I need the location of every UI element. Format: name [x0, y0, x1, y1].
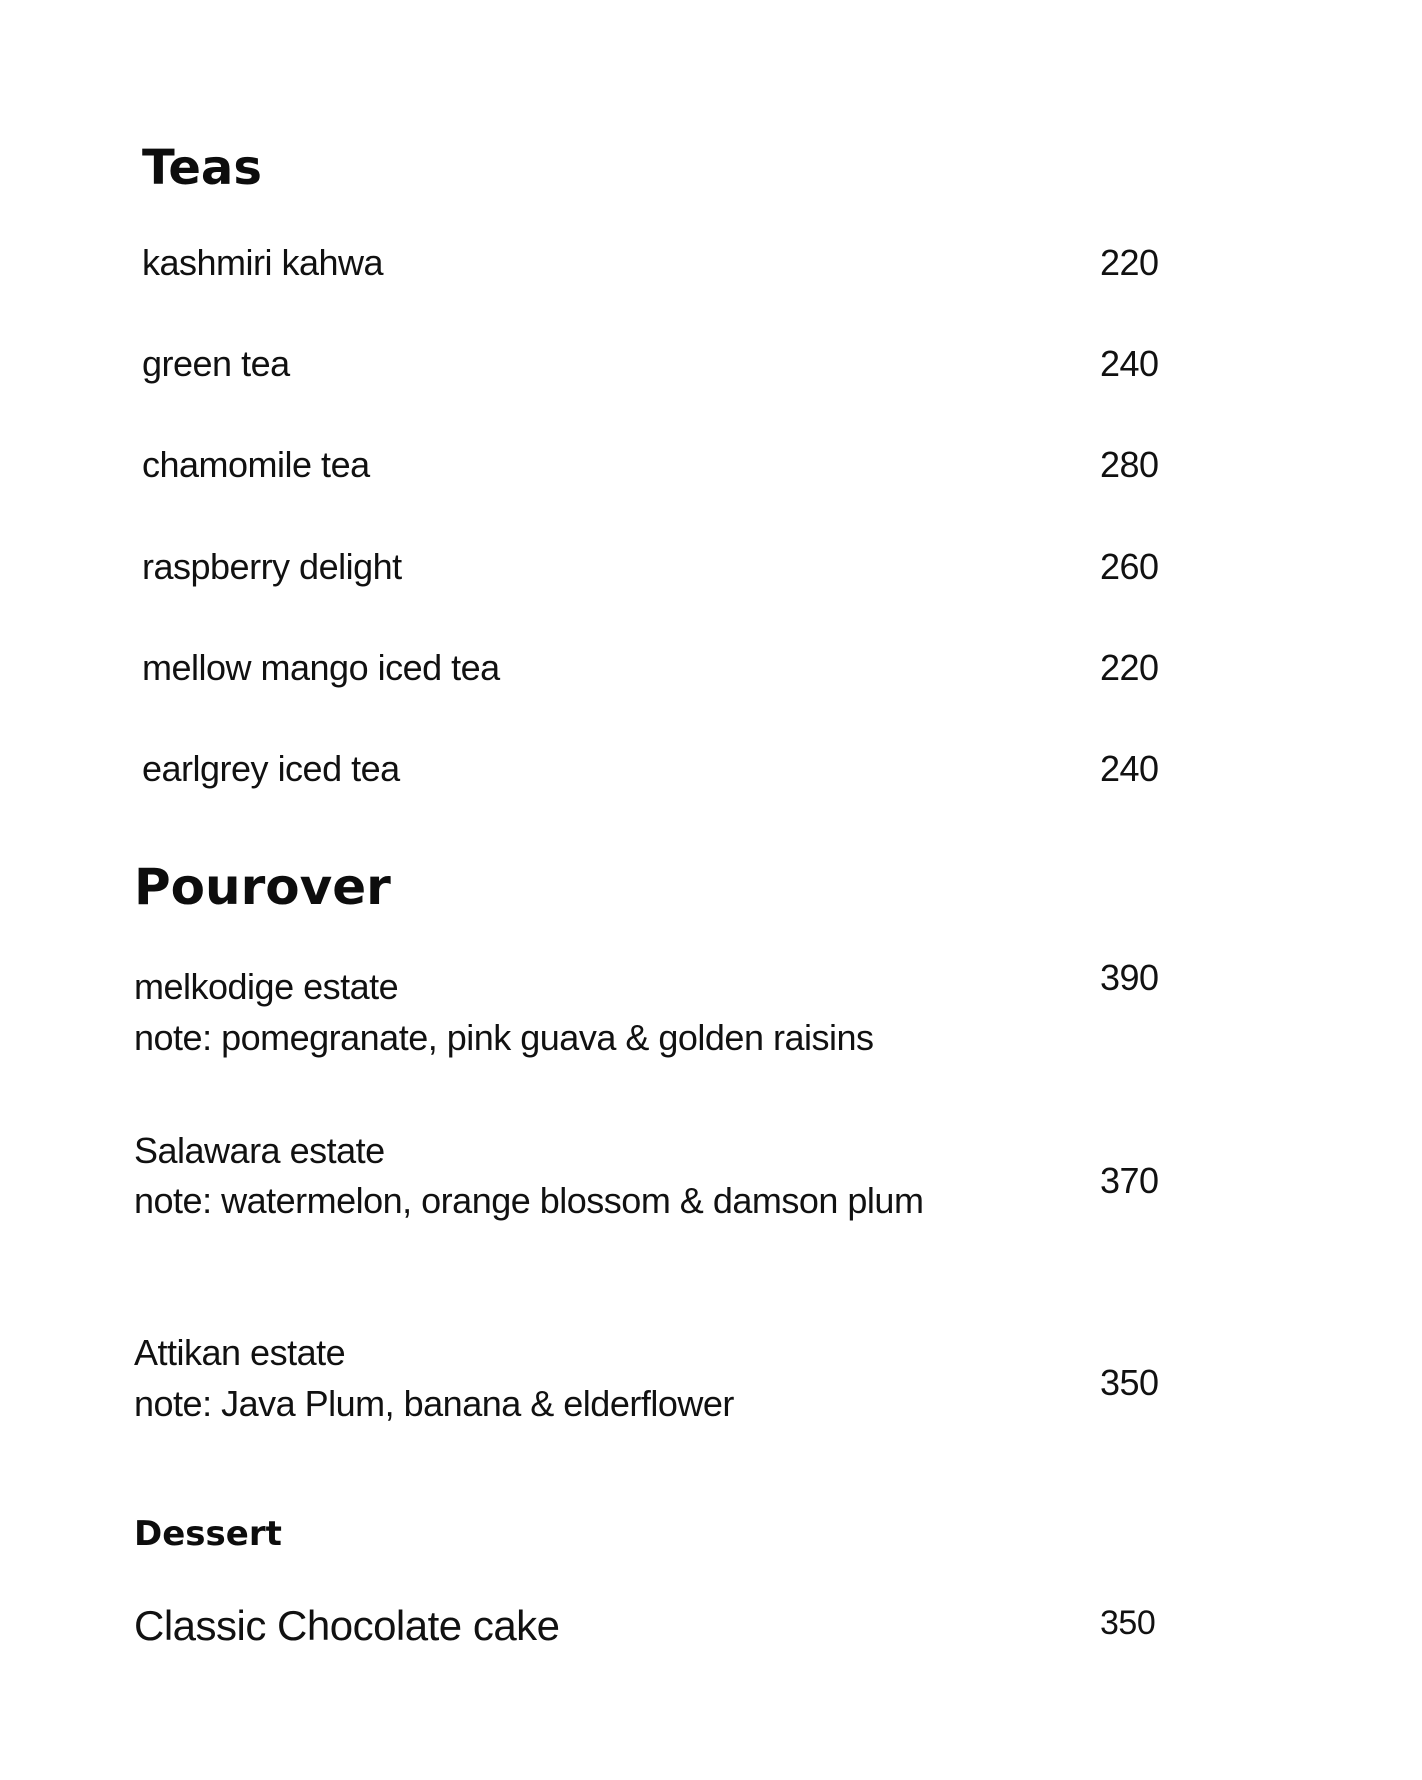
menu-item-price: 240	[1100, 343, 1159, 384]
menu-item-name: Classic Chocolate cake	[134, 1602, 560, 1649]
menu-item-name: chamomile tea	[142, 444, 370, 485]
menu-item-price: 370	[1100, 1160, 1159, 1201]
menu-item-note: note: Java Plum, banana & elderflower	[134, 1383, 734, 1424]
menu-item-name: green tea	[142, 343, 290, 384]
menu-item-name: melkodige estate	[134, 966, 399, 1007]
menu-item-name: earlgrey iced tea	[142, 748, 400, 789]
menu-item-price: 390	[1100, 957, 1159, 998]
menu-item-price: 220	[1100, 242, 1159, 283]
menu-item-name: kashmiri kahwa	[142, 242, 384, 283]
menu-item-price: 350	[1100, 1604, 1156, 1642]
menu-item-note: note: pomegranate, pink guava & golden raisins	[134, 1017, 874, 1058]
menu-item-name: Salawara estate	[134, 1130, 385, 1171]
menu-item-price: 220	[1100, 647, 1159, 688]
menu-item-name: mellow mango iced tea	[142, 647, 500, 688]
section-heading-teas: Teas	[142, 140, 262, 196]
menu-item-name: raspberry delight	[142, 546, 402, 587]
menu-item-note: note: watermelon, orange blossom & damson plum	[134, 1180, 924, 1221]
menu-item-price: 240	[1100, 748, 1159, 789]
section-heading-dessert: Dessert	[134, 1514, 282, 1554]
menu-item-price: 260	[1100, 546, 1159, 587]
menu-item-price: 350	[1100, 1362, 1159, 1403]
section-heading-pourover: Pourover	[134, 858, 391, 916]
menu-item-name: Attikan estate	[134, 1332, 346, 1373]
menu-item-price: 280	[1100, 444, 1159, 485]
